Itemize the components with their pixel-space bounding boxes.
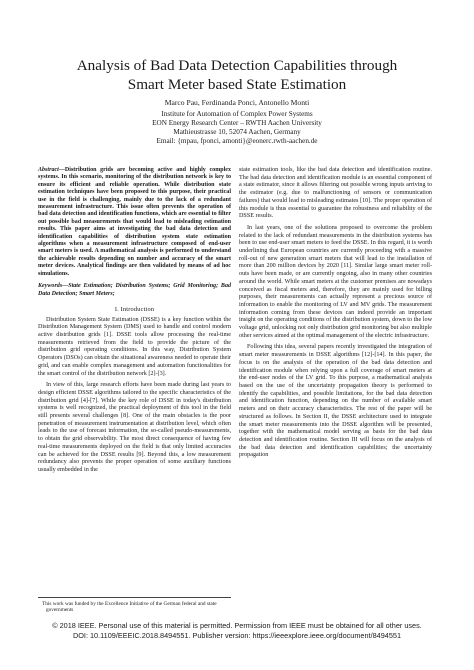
copyright-line: © 2018 IEEE. Personal use of this material is permitted. Permission from IEEE must be obtained for all other uses.	[52, 621, 422, 630]
intro-paragraph-4: In last years, one of the solutions proposed to overcome the problem related to the lack of redundant measurements in the distribution systems has been to use end-user smart meters to feed the DSSE. In this regard, it is worth underlining that European countries are currently proceeding with a massive roll-out of new generation smart meters that will lead to the installation of more than 200 million devices by 2020 [11]. Similar large smart meter roll-outs have been made, or are currently ongoing, also in many other countries around the world. While smart meters at the customer premises are nowadays conceived as fiscal meters and, therefore, they are mainly used for billing purposes, their measurements can actually represent a precious source of information to enable the monitoring of LV and MV grids. The measurement information coming from these devices can indeed provide an important insight on the operating conditions of the distribution system, down to the low voltage grid, unlocking not only distribution grid monitoring but also multiple other services aimed at the optimal management of the electric infrastructure.	[239, 224, 432, 339]
author-block	[40, 99, 434, 146]
paper-title-line-2: Smart Meter based State Estimation	[127, 76, 347, 93]
copyright-notice	[20, 621, 454, 640]
author-names: Marco Pau, Ferdinanda Ponci, Antonello Monti	[164, 98, 310, 107]
abstract-text: —Distribution grids are becoming active and highly complex systems. In this scenario, monitoring of the distribution network is key to ensure its efficient and reliable operation. While distribution state estimation techniques have been proposed to this purpose, their practical use in the field is challenging, mainly due to the lack of a redundant measurement infrastructure. This issue often prevents the operation of bad data detection and identification functions, which are essential to filter out possible bad measurements that would lead to misleading estimation results. This paper aims at investigating the bad data detection and identification capabilities of distribution system state estimation algorithms when a measurement infrastructure composed of end-user smart meters is used. A mathematical analysis is performed to understand the achievable results depending on number and accuracy of the smart meter devices. Analytical findings are then validated by means of ad hoc simulations.	[38, 167, 231, 277]
funding-footnote	[38, 597, 231, 614]
section-heading-introduction: I. Introduction	[114, 305, 155, 313]
paper-title-line-1: Analysis of Bad Data Detection Capabilities through	[76, 57, 398, 74]
affiliation-address: Mathieustrasse 10, 52074 Aachen, Germany	[173, 127, 301, 136]
paper-title	[20, 56, 454, 94]
intro-paragraph-2: In view of this, large research efforts have been made during last years to design efficient DSSE algorithms tailored to the specific characteristics of the distribution grid [4]-[7]. While the key role of DSSE in today's distribution systems is well recognized, the practical deployment of this tool in the field still presents several challenges [8]. One of the main obstacles is the poor penetration of measurement instrumentation at distribution level, which often leads to the use of forecast information, the so-called pseudo-measurements, to obtain the grid observability. The most direct consequence of having few real-time measurements deployed on the field is that only limited accuracies can be achieved for the DSSE results [9]. Beyond this, a low measurement redundancy also prevents the proper operation of some auxiliary functions usually embedded in the	[38, 382, 231, 473]
right-column	[239, 167, 432, 460]
intro-paragraph-3: state estimation tools, like the bad data detection and identification routine. The bad data detection and identification module is an essential component of a state estimator, since it allows filtering out possible wrong inputs arriving to the estimator (e.g. due to malfunctioning of sensors or communication failures) that would lead to misleading estimates [10]. The proper operation of this module is thus essential to guarantee the robustness and reliability of the DSSE results.	[239, 167, 432, 220]
affiliation-institute: Institute for Automation of Complex Power Systems	[161, 109, 313, 118]
footnote-text: This work was funded by the Excellence Initiative of the German federal and state governments	[42, 601, 217, 614]
left-column	[38, 167, 231, 475]
abstract-label: Abstract	[38, 167, 59, 173]
intro-paragraph-5: Following this idea, several papers recently investigated the integration of smart meter measurements in DSSE algorithms [12]-[14]. In this paper, the focus is on the analysis of the operation of the bad data detection and identification module when relying upon a full coverage of smart meters at the end-user nodes of the LV grid. To this purpose, a mathematical analysis based on the use of the uncertainty propagation theory is performed to identify the capabilities, and possible limitations, for the bad data detection and identification function, depending on the number of available smart meters and on their accuracy characteristics. The rest of the paper will be structured as follows. In Section II, the DSSE architecture used to integrate the smart meter measurements into the DSSE algorithm will be presented, together with the mathematical model serving as basis for the bad data detection and identification routine. Section III will focus on the analysis of the bad data detection and identification capabilities; the uncertainty propagation	[239, 344, 432, 459]
doi-line: DOI: 10.1109/EEEIC.2018.8494551. Publisher version: https://ieeexplore.ieee.org/document/8494551	[72, 630, 402, 640]
affiliation-center: EON Energy Research Center – RWTH Aachen University	[152, 118, 322, 127]
abstract	[38, 167, 231, 278]
keywords: Keywords—State Estimation; Distribution Systems; Grid Monitoring; Bad Data Detection; Smart Meters;	[38, 283, 231, 297]
author-email: Email: {mpau, fponci, amonti}@eonerc.rwth-aachen.de	[156, 136, 318, 145]
intro-paragraph-1: Distribution System State Estimation (DSSE) is a key function within the Distribution Management System (DMS) used to handle and control modern active distribution grids [1]. DSSE tools allow processing the real-time measurements retrieved from the field to provide the picture of the distribution grid operating conditions. In this way, Distribution System Operators (DSOs) can obtain the situational awareness needed to operate their grid, and can enable complex management and automation functionalities for the smart control of the distribution network [2]-[3].	[38, 316, 231, 377]
